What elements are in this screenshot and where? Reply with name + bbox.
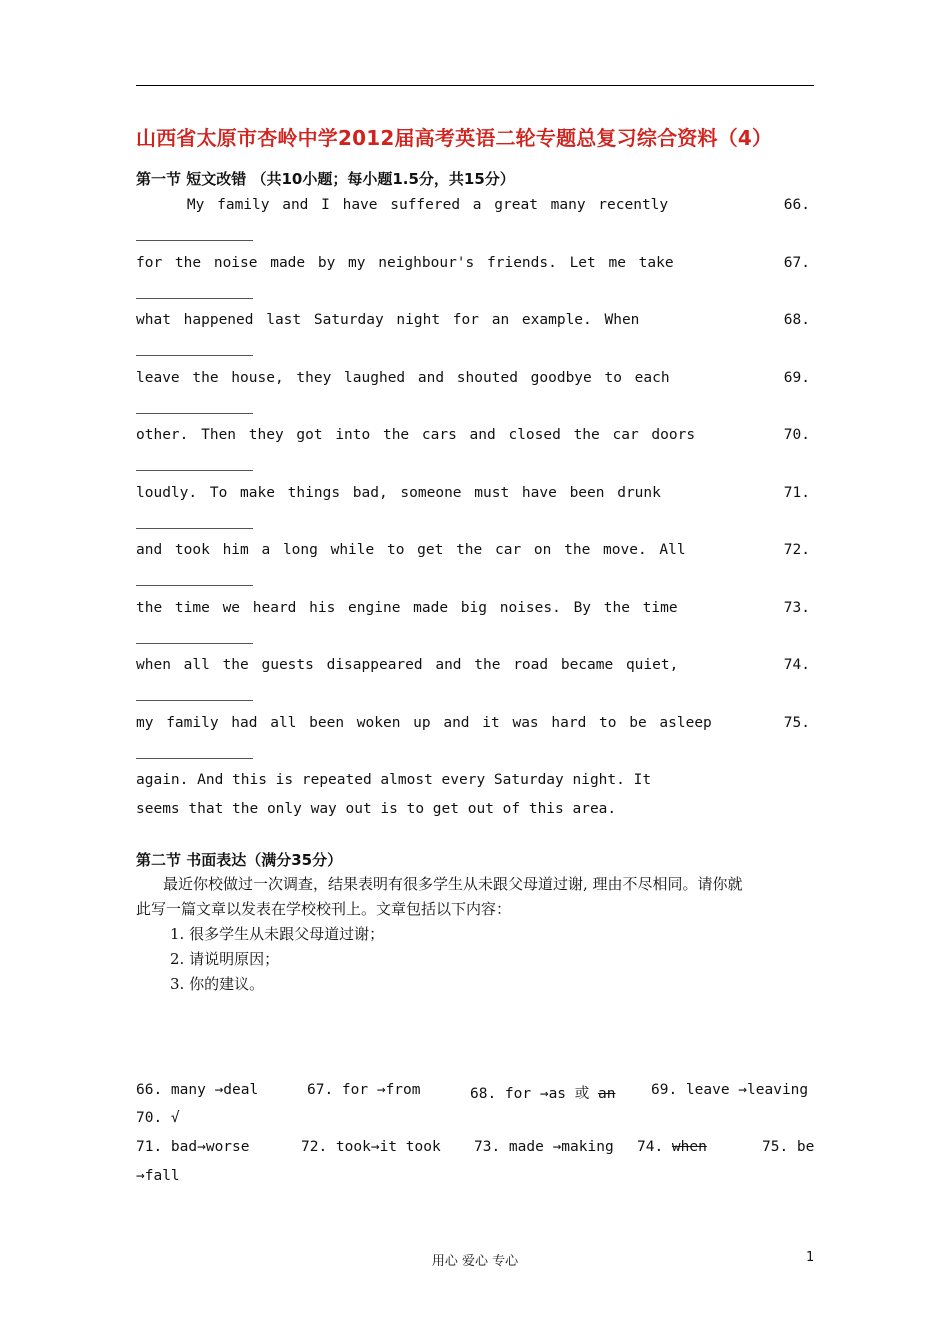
item-number: 75.	[783, 714, 810, 731]
passage-line-text: when all the guests disappeared and the road became quiet,	[136, 657, 679, 673]
answer-73: 73. made →making	[474, 1139, 614, 1155]
passage-line-text: leave the house, they laughed and shouted goodbye to each	[136, 369, 670, 386]
item-number: 66.	[783, 197, 810, 213]
answer-74	[637, 1139, 707, 1155]
prompt-item: 2. 请说明原因；	[170, 950, 280, 968]
passage-line-text: loudly. To make things bad, someone must have been drunk	[136, 484, 661, 501]
answer-blank[interactable]	[136, 700, 253, 701]
section1-heading: 第一节 短文改错 （共10小题；每小题1.5分，共15分）	[136, 170, 515, 188]
item-number: 72.	[783, 542, 810, 558]
answer-69: 69. leave →leaving	[651, 1082, 809, 1098]
answer-68-text: 68. for →as 或	[470, 1086, 598, 1102]
page-footer: 用心 爱心 专心	[431, 1254, 519, 1269]
prompt-item: 3. 你的建议。	[170, 975, 265, 993]
prompt-line: 最近你校做过一次调查，结果表明有很多学生从未跟父母道过谢, 理由不尽相同。请你就	[163, 875, 743, 893]
passage-line-text: what happened last Saturday night for an example. When	[136, 312, 640, 328]
page-number: 1	[806, 1250, 815, 1265]
item-number: 69.	[783, 369, 810, 386]
passage-line-text: my family had all been woken up and it was hard to be asleep	[136, 714, 712, 731]
answer-blank[interactable]	[136, 298, 253, 299]
answer-66: 66. many →deal	[136, 1082, 259, 1098]
answer-blank[interactable]	[136, 470, 253, 471]
answer-74-text: 74.	[637, 1139, 672, 1155]
answer-74-struck: when	[671, 1139, 707, 1155]
passage-line-text: and took him a long while to get the car on the move. All	[136, 542, 686, 558]
answer-67: 67. for →from	[307, 1082, 421, 1098]
item-number: 70.	[783, 427, 810, 443]
answer-75: 75. be	[762, 1139, 815, 1155]
writing-prompt	[136, 872, 814, 922]
answer-70: 70. √	[136, 1110, 180, 1126]
item-number: 73.	[783, 599, 810, 616]
document-title: 山西省太原市杏岭中学2012届高考英语二轮专题总复习综合资料（4）	[136, 126, 773, 150]
answer-blank[interactable]	[136, 758, 253, 759]
answer-blank[interactable]	[136, 413, 253, 414]
prompt-items	[170, 922, 384, 997]
item-number: 71.	[783, 484, 810, 501]
answer-blank[interactable]	[136, 355, 253, 356]
answer-72: 72. took→it took	[301, 1139, 441, 1155]
passage-line-text: My family and I have suffered a great many recently	[136, 197, 669, 213]
header-rule	[136, 85, 814, 86]
passage-tail-line: again. And this is repeated almost every Saturday night. It	[136, 772, 652, 788]
answer-blank[interactable]	[136, 643, 253, 644]
answer-68	[470, 1082, 615, 1103]
answer-71: 71. bad→worse	[136, 1139, 250, 1155]
answer-blank[interactable]	[136, 528, 253, 529]
item-number: 74.	[783, 657, 810, 673]
prompt-line: 此写一篇文章以发表在学校校刊上。文章包括以下内容：	[136, 900, 512, 918]
item-number: 68.	[783, 312, 810, 328]
answer-75-continued: →fall	[136, 1168, 180, 1184]
answer-blank[interactable]	[136, 585, 253, 586]
section2-heading: 第二节 书面表达（满分35分）	[136, 851, 343, 869]
passage-tail-line: seems that the only way out is to get out of this area.	[136, 801, 617, 817]
prompt-item: 1. 很多学生从未跟父母道过谢；	[170, 925, 385, 943]
answer-68-struck: an	[598, 1086, 616, 1102]
item-number: 67.	[783, 254, 810, 271]
passage-line-text: for the noise made by my neighbour's friends. Let me take	[136, 254, 674, 271]
passage-line-text: the time we heard his engine made big noises. By the time	[136, 599, 678, 616]
answer-blank[interactable]	[136, 240, 253, 241]
passage-line-text: other. Then they got into the cars and closed the car doors	[136, 427, 696, 443]
